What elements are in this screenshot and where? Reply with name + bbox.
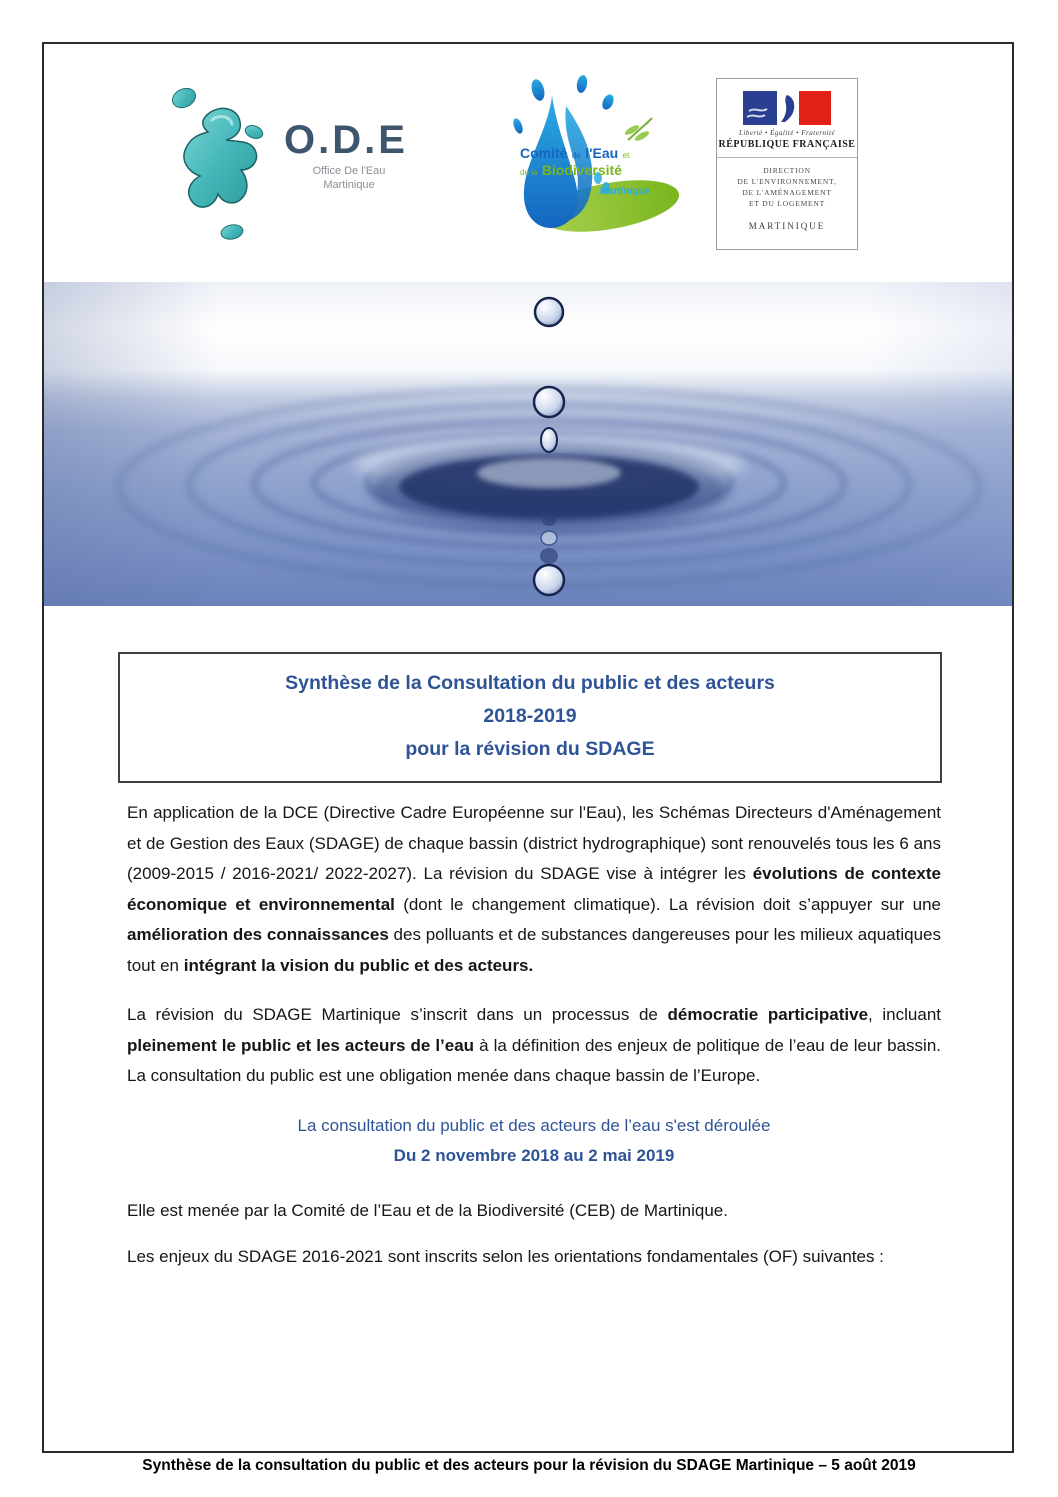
paragraph-3: Elle est menée par la Comité de l’Eau et de la Biodiversité (CEB) de Martinique.: [127, 1200, 728, 1220]
ceb-word-et: et: [622, 151, 630, 160]
title-line-2: 2018-2019: [483, 705, 577, 727]
ode-acronym: O.D.E: [284, 118, 408, 162]
ode-logo: [156, 80, 416, 250]
title-line-3: pour la révision du SDAGE: [405, 738, 655, 760]
ceb-word-biodiversite: Biodiversité: [541, 162, 622, 178]
deal-divider: [717, 157, 857, 158]
title-box: [118, 652, 942, 783]
ceb-word-comite: Comité: [520, 145, 568, 161]
deal-direction-line1: DIRECTION: [763, 166, 811, 175]
ode-sub-line1: Office De l'Eau: [312, 165, 386, 177]
deal-motto: Liberté • Égalité • Fraternité: [738, 129, 836, 137]
ceb-dragonfly-icon: [624, 118, 652, 143]
deal-direction-line2: DE L'ENVIRONNEMENT,: [737, 177, 837, 186]
ceb-word-de: de: [571, 151, 581, 160]
deal-region: MARTINIQUE: [748, 221, 826, 231]
body-text: [127, 798, 941, 1289]
deal-direction-line3: DE L'AMÉNAGEMENT: [742, 188, 832, 197]
ceb-word-dela: de la: [520, 168, 538, 177]
paragraph-4: Les enjeux du SDAGE 2016-2021 sont inscrits selon les orientations fondamentales (OF) suivantes :: [127, 1247, 884, 1266]
paragraph-1: En application de la DCE (Directive Cadre Européenne sur l'Eau), les Schémas Directeurs d'Aménagement et de Gestion des Eaux (SDAGE) de chaque bassin (district hydrographique) sont renouvelés tous les 6 ans (2009-2015 / 2016-2021/ 2022-2027). La révision du SDAGE vise à intégrer les évolutions de contexte économique et environnemental (dont le changement climatique). La révision doit s’appuyer sur une amélioration des connaissances des polluants et de substances dangereuses pour les milieux aquatiques tout en intégrant la vision du public et des acteurs.: [127, 803, 941, 975]
ceb-word-martinique: Martinique: [599, 186, 650, 197]
french-flag-marianne-icon: [743, 91, 831, 125]
page-footer: Synthèse de la consultation du public et des acteurs pour la révision du SDAGE Martinique – 5 août 2019: [142, 1457, 916, 1474]
deal-republic: RÉPUBLIQUE FRANÇAISE: [718, 139, 856, 150]
logo-row: [44, 44, 1012, 284]
consultation-period-line1: La consultation du public et des acteurs de l’eau s'est déroulée: [297, 1115, 771, 1135]
page-border-frame: [42, 42, 1014, 1453]
title-line-1: Synthèse de la Consultation du public et des acteurs: [285, 672, 775, 694]
ceb-logo: [480, 68, 692, 254]
paragraph-2: La révision du SDAGE Martinique s’inscrit dans un processus de démocratie participative, incluant pleinement le public et les acteurs de l’eau à la définition des enjeux de politique de l’eau de leur bassin. La consultation du public est une obligation menée dans chaque bassin de l’Europe.: [127, 1005, 941, 1085]
deal-direction-line4: ET DU LOGEMENT: [748, 199, 826, 208]
ceb-word-eau: l'Eau: [585, 145, 619, 161]
water-drop-photo: [44, 282, 1012, 606]
ode-sub-line2: Martinique: [323, 179, 375, 191]
ode-island-icon: [156, 80, 276, 250]
consultation-period-line2: Du 2 novembre 2018 au 2 mai 2019: [393, 1146, 675, 1165]
deal-logo: [716, 78, 858, 250]
